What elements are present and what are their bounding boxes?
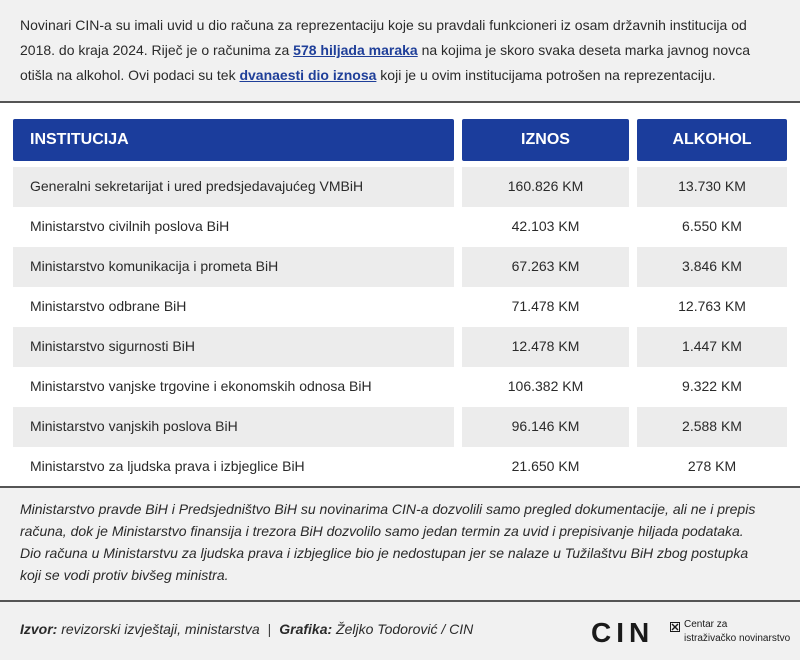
cell-institucija: Ministarstvo za ljudska prava i izbjeglice BiH bbox=[30, 458, 305, 474]
cell-iznos: 96.146 KM bbox=[462, 407, 629, 447]
credit-separator: | bbox=[267, 621, 272, 637]
cell-iznos: 67.263 KM bbox=[462, 247, 629, 287]
cell-institucija: Ministarstvo vanjskih poslova BiH bbox=[13, 407, 454, 447]
table-row bbox=[13, 167, 787, 207]
cell-institucija: Ministarstvo civilnih poslova BiH bbox=[30, 218, 230, 234]
cell-iznos: 106.382 KM bbox=[507, 378, 584, 394]
intro-text-2: na kojima je skoro svaka deseta marka javnog novca otišla na alkohol. Ovi podaci su tek bbox=[20, 42, 750, 83]
footnote-line: Ministarstvo pravde BiH i Predsjedništvo BiH su novinarima CIN-a dozvolili samo pregled dokumentacije, ali ne i prepis bbox=[20, 501, 756, 517]
logo-tagline-line: istraživačko novinarstvo bbox=[684, 633, 791, 644]
cell-alkohol: 6.550 KM bbox=[682, 218, 742, 234]
cell-iznos: 12.478 KM bbox=[462, 327, 629, 367]
logo-wordmark: CIN bbox=[591, 617, 655, 648]
cell-institucija: Generalni sekretarijat i ured predsjedavajućeg VMBiH bbox=[13, 167, 454, 207]
table-row bbox=[13, 407, 787, 447]
highlight-link-dvanaesti[interactable]: dvanaesti dio iznosa bbox=[239, 67, 377, 83]
table-row bbox=[13, 367, 787, 407]
graphic-label: Grafika: bbox=[279, 621, 333, 637]
footnote bbox=[0, 488, 800, 600]
cell-alkohol: 9.322 KM bbox=[682, 378, 742, 394]
footnote-line: računa, dok je Ministarstvo finansija i trezora BiH dozvolilo samo jedan termin za uvid i prepisivanje hiljada podataka. bbox=[20, 523, 744, 539]
header-alkohol: ALKOHOL bbox=[637, 119, 787, 161]
footnote-line: Dio računa u Ministarstvu za ljudska prava i izbjeglice bio je nedostupan jer se nalaze u Tužilaštvu BiH zbog postupka bbox=[20, 545, 749, 561]
cross-mark-icon bbox=[670, 622, 680, 632]
cell-iznos: 160.826 KM bbox=[462, 167, 629, 207]
cell-alkohol: 13.730 KM bbox=[637, 167, 787, 207]
header-institucija: INSTITUCIJA bbox=[13, 119, 454, 161]
cell-institucija: Ministarstvo sigurnosti BiH bbox=[13, 327, 454, 367]
cell-iznos: 71.478 KM bbox=[511, 298, 580, 314]
table-row bbox=[13, 447, 787, 487]
logo-tagline-line: Centar za bbox=[684, 619, 728, 630]
highlight-link-578[interactable]: 578 hiljada maraka bbox=[293, 42, 418, 58]
source-label: Izvor: bbox=[20, 621, 58, 637]
table-row bbox=[13, 247, 787, 287]
table-row bbox=[13, 287, 787, 327]
source-value: revizorski izvještaji, ministarstva bbox=[57, 621, 260, 637]
cell-alkohol: 2.588 KM bbox=[637, 407, 787, 447]
graphic-value: Željko Todorović / CIN bbox=[332, 621, 474, 637]
cell-iznos: 42.103 KM bbox=[511, 218, 580, 234]
footnote-line: koji se vodi protiv bivšeg ministra. bbox=[20, 567, 229, 583]
cell-alkohol: 12.763 KM bbox=[678, 298, 746, 314]
cell-institucija: Ministarstvo vanjske trgovine i ekonomskih odnosa BiH bbox=[30, 378, 372, 394]
source-credit bbox=[20, 621, 473, 637]
cell-iznos: 21.650 KM bbox=[511, 458, 580, 474]
table-row bbox=[13, 327, 787, 367]
data-table bbox=[0, 103, 800, 486]
footer bbox=[0, 602, 800, 660]
cell-alkohol: 1.447 KM bbox=[637, 327, 787, 367]
intro-text-1: Novinari CIN-a su imali uvid u dio računa za reprezentaciju koje su pravdali funkcioneri iz osam državnih institucija od 2018. do kraja 2024. Riječ je o računima za bbox=[20, 17, 747, 58]
header-iznos: IZNOS bbox=[462, 119, 629, 161]
intro-text-3: koji je u ovim institucijama potrošen na reprezentaciju. bbox=[376, 67, 716, 83]
intro-paragraph bbox=[0, 0, 800, 101]
cell-alkohol: 3.846 KM bbox=[637, 247, 787, 287]
cell-institucija: Ministarstvo odbrane BiH bbox=[30, 298, 187, 314]
cell-institucija: Ministarstvo komunikacija i prometa BiH bbox=[13, 247, 454, 287]
table-row bbox=[13, 207, 787, 247]
cin-logo[interactable] bbox=[591, 616, 791, 650]
cell-alkohol: 278 KM bbox=[687, 458, 737, 474]
logo-tagline bbox=[684, 618, 790, 646]
